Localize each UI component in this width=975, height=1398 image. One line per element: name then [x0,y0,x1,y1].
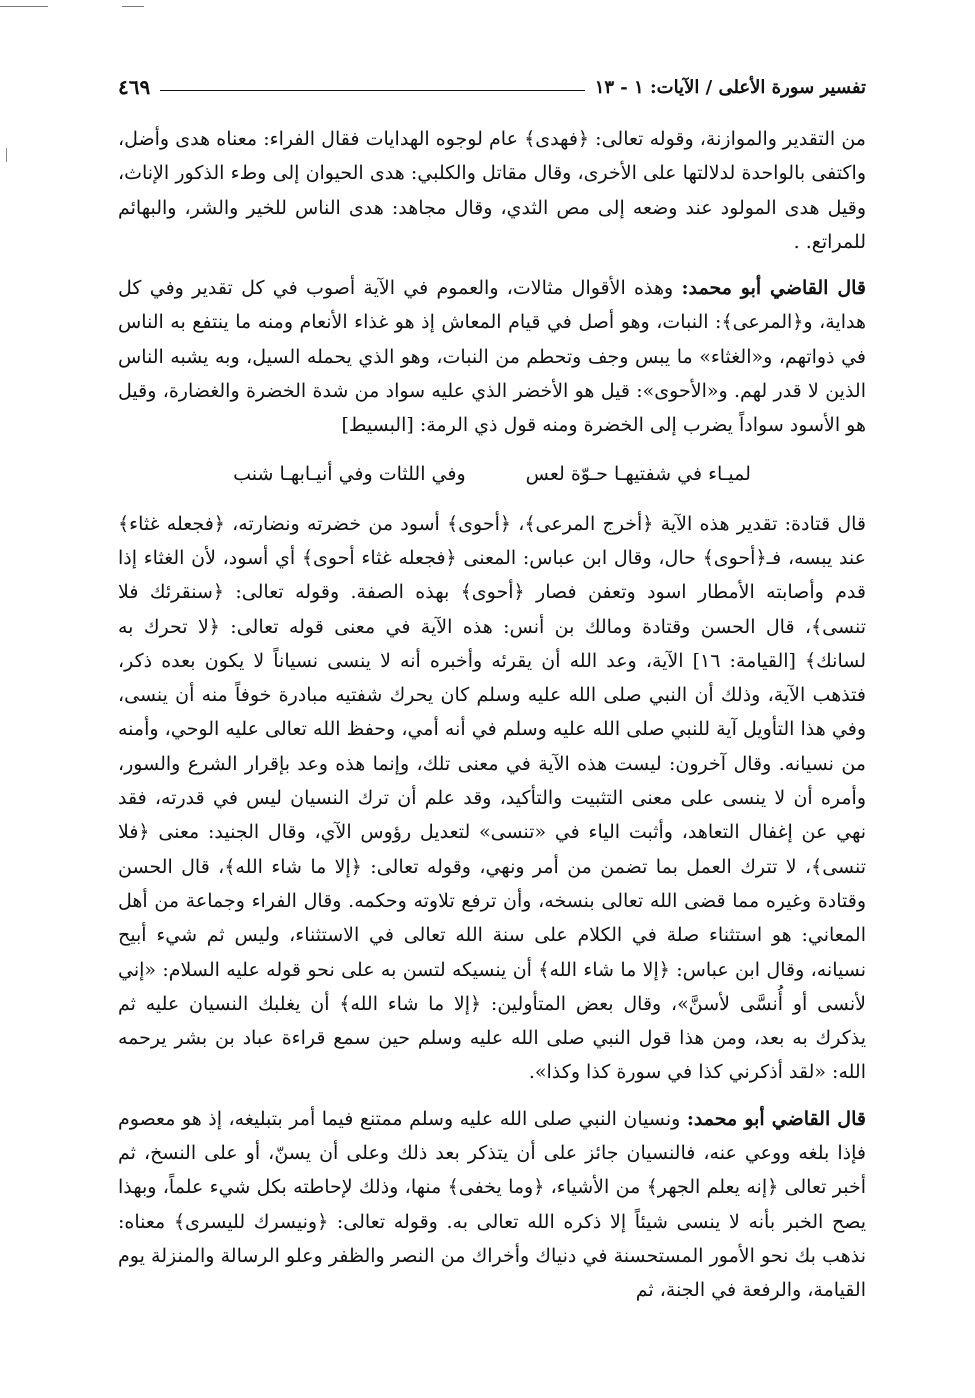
running-header [118,70,866,104]
paragraph-1: من التقدير والموازنة، وقوله تعالى: ﴿فهدى﴾ عام لوجوه الهدايات فقال الفراء: معناه هدى وأضل، واكتفى بالواحدة لدلالتها على الأخرى، وقال مقاتل والكلبي: هدى الحيوان إلى وطء الذكور الإناث، وقيل هدى المولود عند وضعه إلى مص الثدي، وقال مجاهد: هدى الناس للخير والشر، والبهائم للمراتع. . [118,128,866,253]
poem-verse [118,457,866,491]
poem-first-hemistich: لميـاء في شفتيهـا حـوّة لعس [525,462,751,485]
paragraph-4 [118,1102,866,1308]
speaker-label: قال القاضي أبو محمد: [681,277,866,300]
poem-second-hemistich: وفي اللثات وفي أنيـابهـا شنب [233,462,466,485]
page-number: ٤٦٩ [118,75,151,99]
scan-top-marks [0,6,975,12]
header-rule [160,90,584,91]
header-title: تفسير سورة الأعلى / الآيات: ١ - ١٣ [594,76,866,98]
paragraph-3: قال قتادة: تقدير هذه الآية ﴿أخرج المرعى﴾، ﴿أحوى﴾ أسود من خضرته ونضارته، ﴿فجعله غثاء﴾ عند يبسه، فـ﴿أحوى﴾ حال، وقال ابن عباس: المعنى ﴿فجعله غثاء أحوى﴾ أي أسود، لأن الغثاء إذا قدم وأصابته الأمطار اسود وتعفن فصار ﴿أحوى﴾ بهذه الصفة. وقوله تعالى: ﴿سنقرئك فلا تنسى﴾، قال الحسن وقتادة ومالك بن أنس: هذه الآية في معنى قوله تعالى: ﴿لا تحرك به لسانك﴾ [القيامة: ١٦] الآية، وعد الله أن يقرئه وأخبره أنه لا ينسى نسياناً لا يكون بعده ذكر، فتذهب الآية، وذلك أن النبي صلى الله عليه وسلم كان يحرك شفتيه مبادرة خوفاً منه أن ينسى، وفي هذا التأويل آية للنبي صلى الله عليه وسلم في أنه أمي، وحفظ الله تعالى عليه الوحي، وأمنه من نسيانه. وقال آخرون: ليست هذه الآية في معنى تلك، وإنما هذه وعد بإقرار الشرع والسور، وأمره أن لا ينسى على معنى التثبيت والتأكيد، وقد علم أن ترك النسيان ليس في قدرته، فقد نهي عن إغفال التعاهد، وأثبت الياء في «تنسى» لتعديل رؤوس الآي، وقال الجنيد: معنى ﴿فلا تنسى﴾، لا تترك العمل بما تضمن من أمر ونهي، وقوله تعالى: ﴿إلا ما شاء الله﴾، قال الحسن وقتادة وغيره مما قضى الله تعالى بنسخه، وأن ترفع تلاوته وحكمه. وقال الفراء وجماعة من أهل المعاني: هو استثناء صلة في الكلام على سنة الله تعالى في الاستثناء، وليس ثم شيء أبيح نسيانه، وقال ابن عباس: ﴿إلا ما شاء الله﴾ أن ينسيكه لتسن به على نحو قوله عليه السلام: «إني لأنسى أو أُنسَّى لأسنَّ»، وقال بعض المتأولين: ﴿إلا ما شاء الله﴾ أن يغلبك النسيان عليه ثم يذكرك به بعد، ومن هذا قول النبي صلى الله عليه وسلم حين سمع قراءة عباد بن بشر يرحمه الله: «لقد أذكرني كذا في سورة كذا وكذا». [118,512,866,1084]
scan-margin-mark [6,148,7,162]
speaker-label-2: قال القاضي أبو محمد: [686,1107,866,1130]
paragraph-4-text: ونسيان النبي صلى الله عليه وسلم ممتنع فيما أمر بتبليغه، إذ هو معصوم فإذا بلغه ووعي عنه، فالنسيان جائز على أن يتذكر بعد ذلك وعلى أن يسنّ، أو على النسخ، ثم أخبر تعالى ﴿إنه يعلم الجهر﴾ من الأشياء، ﴿وما يخفى﴾ منها، وذلك لإحاطته بكل شيء علماً، وبهذا يصح الخبر بأنه لا ينسى شيئاً إلا ذكره الله تعالى به. وقوله تعالى: ﴿ونيسرك لليسرى﴾ معناه: نذهب بك نحو الأمور المستحسنة في دنياك وأخراك من النصر والظفر وعلو الرسالة والمنزلة يوم القيامة، والرفعة في الجنة، ثم [118,1107,866,1302]
paragraph-2-text: وهذه الأقوال مثالات، والعموم في الآية أصوب في كل تقدير وفي كل هداية، و﴿المرعى﴾: النبات، وهو أصل في قيام المعاش إذ هو غذاء الأنعام ومنه ما ينتفع به الناس في ذواتهم، و«الغثاء» ما يبس وجف وتحطم من النبات، وهو الذي يحمله السيل، وبه يشبه الناس الذين لا قدر لهم. و«الأحوى»: قيل هو الأخضر الذي عليه سواد من شدة الخضرة والغضارة، وقيل هو الأسود سواداً يضرب إلى الخضرة ومنه قول ذي الرمة: [البسيط] [118,277,866,437]
paragraph-2 [118,271,866,442]
book-page [118,70,866,1308]
